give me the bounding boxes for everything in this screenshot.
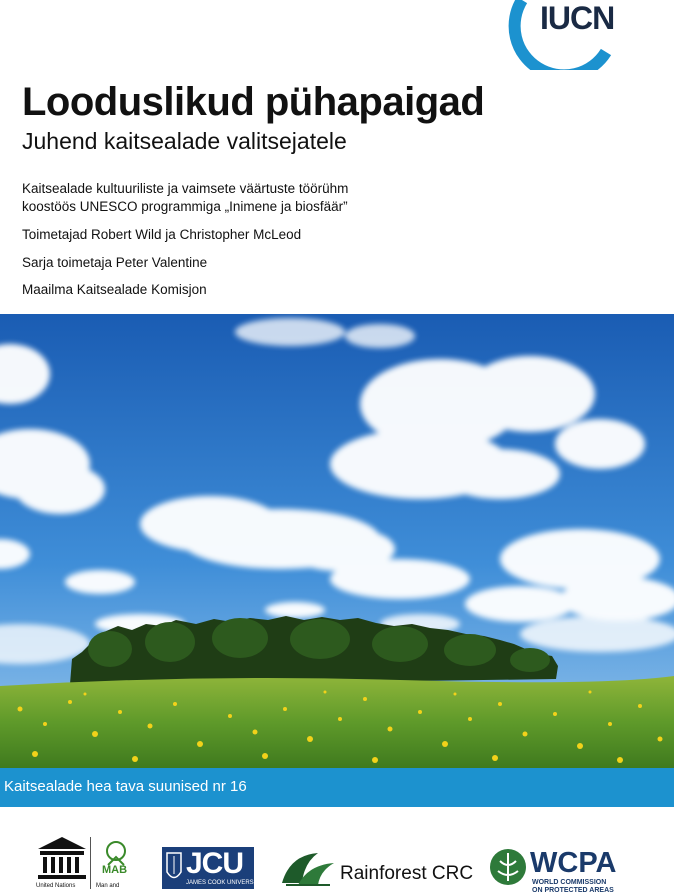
mab-emblem-icon bbox=[96, 835, 136, 875]
wcpa-caption bbox=[532, 879, 614, 892]
cover-photo bbox=[0, 314, 674, 768]
cooperation-line: koostöös UNESCO programmiga „Inimene ja biosfäär” bbox=[22, 199, 348, 214]
working-group-line: Kaitsealade kultuuriliste ja vaimsete väärtuste töörühm bbox=[22, 181, 349, 196]
landscape-illustration bbox=[0, 314, 674, 768]
document-subtitle: Juhend kaitsealade valitsejatele bbox=[22, 128, 347, 154]
series-editor-line: Sarja toimetaja Peter Valentine bbox=[22, 255, 208, 270]
jcu-crest-icon bbox=[166, 852, 182, 884]
series-label: Kaitsealade hea tava suunised nr 16 bbox=[4, 778, 247, 795]
unesco-logo bbox=[36, 835, 88, 891]
iucn-logo bbox=[508, 0, 618, 70]
unesco-temple-icon bbox=[36, 835, 88, 881]
editors-line: Toimetajad Robert Wild ja Christopher McLeod bbox=[22, 227, 302, 242]
jcu-text: JCU bbox=[186, 847, 244, 880]
rainforest-fern-icon bbox=[278, 849, 338, 889]
wcpa-caption-line2: ON PROTECTED AREAS bbox=[532, 887, 614, 892]
logo-divider bbox=[90, 837, 91, 889]
partner-logos bbox=[0, 807, 674, 892]
commission-line: Maailma Kaitsealade Komisjon bbox=[22, 282, 207, 297]
wcpa-caption-line1: WORLD COMMISSION bbox=[532, 879, 607, 886]
wcpa-globe-icon bbox=[488, 847, 528, 889]
mab-logo bbox=[96, 835, 136, 891]
mab-text: MAB bbox=[102, 864, 128, 875]
unesco-caption: United Nations bbox=[36, 883, 76, 889]
series-bar bbox=[0, 768, 674, 807]
document-title: Looduslikud pühapaigad bbox=[22, 80, 485, 124]
iucn-logo-text: IUCN bbox=[540, 0, 615, 36]
mab-caption: Man and bbox=[96, 883, 120, 889]
wcpa-text: WCPA bbox=[530, 847, 617, 879]
rainforest-crc-text: Rainforest CRC bbox=[340, 863, 474, 884]
jcu-caption: JAMES COOK UNIVERSITY bbox=[186, 880, 264, 886]
